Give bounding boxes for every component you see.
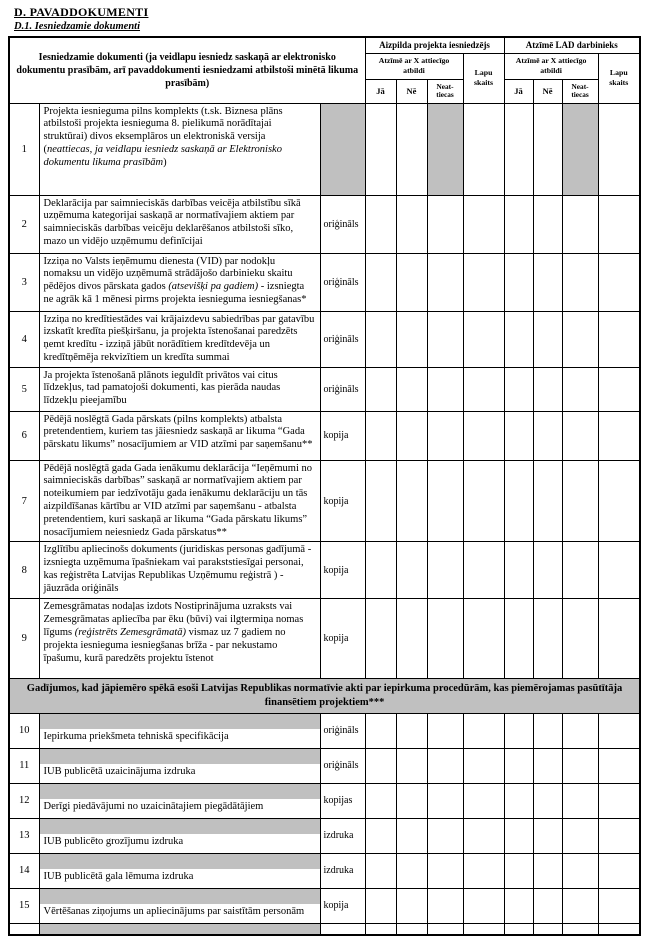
lad-yes-cell[interactable]: [504, 311, 533, 367]
document-row-12: [9, 783, 640, 818]
document-row-1: [9, 103, 640, 195]
document-description: [39, 888, 320, 923]
document-row-13: [9, 818, 640, 853]
applicant-yes-cell[interactable]: [365, 818, 396, 853]
applicant-pages-cell[interactable]: [463, 460, 504, 542]
document-row-4: [9, 311, 640, 367]
applicant-na-header: [427, 79, 463, 103]
na-header-line2: tiecas: [436, 90, 454, 99]
lad-yes-cell[interactable]: [504, 411, 533, 460]
page-subtitle: D.1. Iesniedzamie dokumenti: [14, 21, 141, 32]
document-type-label: izdruka: [320, 818, 365, 853]
description-text: IUB publicēto grozījumu izdruka: [43, 835, 184, 847]
document-description: [39, 195, 320, 253]
document-row-5: [9, 367, 640, 411]
applicant-no-cell[interactable]: [396, 367, 427, 411]
lad-pages-header: [598, 53, 640, 103]
row-number: 14: [9, 853, 39, 888]
lad-na-cell[interactable]: [562, 853, 598, 888]
applicant-yes-cell[interactable]: [365, 748, 396, 783]
pages-header-line1: Lapu: [474, 68, 493, 78]
spacer-strip: [40, 889, 320, 904]
applicant-na-cell[interactable]: [427, 783, 463, 818]
lad-no-cell[interactable]: [533, 542, 562, 599]
lad-na-cell[interactable]: [562, 103, 598, 195]
applicant-no-cell[interactable]: [396, 195, 427, 253]
document-description: [39, 853, 320, 888]
row-number: 8: [9, 542, 39, 599]
row-number: 1: [9, 103, 39, 195]
lad-no-cell[interactable]: [533, 599, 562, 679]
row-number: 2: [9, 195, 39, 253]
document-type-label: [320, 103, 365, 195]
lad-na-cell[interactable]: [562, 748, 598, 783]
description-segment: Izziņa no Valsts ieņēmumu dienesta (VID) par nodokļu nomaksu un vidējo uzņēmumā strādājošo darbinieku skaitu pēdējos divos pārskata gados: [43, 255, 293, 293]
lad-pages-cell[interactable]: [598, 103, 640, 195]
lad-yes-cell[interactable]: [504, 599, 533, 679]
row-number: 13: [9, 818, 39, 853]
row-number: 9: [9, 599, 39, 679]
document-row-15: [9, 888, 640, 923]
row-number: 12: [9, 783, 39, 818]
lad-yes-cell[interactable]: [504, 713, 533, 748]
applicant-no-cell[interactable]: [396, 713, 427, 748]
document-row-11: [9, 748, 640, 783]
description-segment: Pēdējā noslēgtā Gada pārskats (pilns komplekts) atbalsta pretendentiem, kuriem tas jāiesniedz saskaņā ar likuma “Gada pārskatu likums” nosacījumiem ar VID atzīmi par saņemšanu**: [43, 413, 313, 451]
header-row-groups: [9, 37, 640, 53]
applicant-no-cell[interactable]: [396, 783, 427, 818]
documents-table: [8, 36, 641, 936]
applicant-pages-cell[interactable]: [463, 367, 504, 411]
lad-na-cell[interactable]: [562, 542, 598, 599]
applicant-pages-cell[interactable]: [463, 923, 504, 935]
applicant-na-cell[interactable]: [427, 103, 463, 195]
lad-pages-cell[interactable]: [598, 748, 640, 783]
pages-header-line2: skaits: [473, 78, 494, 87]
row-number: 4: [9, 311, 39, 367]
lad-pages-cell[interactable]: [598, 713, 640, 748]
lad-no-cell[interactable]: [533, 195, 562, 253]
lad-pages-cell[interactable]: [598, 599, 640, 679]
applicant-pages-cell[interactable]: [463, 748, 504, 783]
lad-no-cell[interactable]: [533, 853, 562, 888]
lad-pages-cell[interactable]: [598, 888, 640, 923]
applicant-na-cell[interactable]: [427, 713, 463, 748]
lad-na-cell[interactable]: [562, 783, 598, 818]
document-type-label: oriģināls: [320, 367, 365, 411]
lad-yes-cell[interactable]: [504, 923, 533, 935]
document-description: [39, 783, 320, 818]
document-type-label: oriģināls: [320, 311, 365, 367]
applicant-pages-cell[interactable]: [463, 713, 504, 748]
trailing-spacer-row: [9, 923, 640, 935]
description-italic-segment: (reģistrēts Zemesgrāmatā): [74, 627, 187, 639]
lad-yes-cell[interactable]: [504, 818, 533, 853]
applicant-yes-cell[interactable]: [365, 411, 396, 460]
lad-pages-cell[interactable]: [598, 253, 640, 311]
applicant-pages-cell[interactable]: [463, 542, 504, 599]
row-number: 15: [9, 888, 39, 923]
description-text: IUB publicētā uzaicinājuma izdruka: [43, 765, 196, 777]
lad-no-header: Nē: [533, 79, 562, 103]
row-number: 3: [9, 253, 39, 311]
applicant-na-cell[interactable]: [427, 411, 463, 460]
lad-pages-cell[interactable]: [598, 311, 640, 367]
document-type-label: [320, 923, 365, 935]
applicant-no-cell[interactable]: [396, 103, 427, 195]
lad-na-cell[interactable]: [562, 818, 598, 853]
document-description: [39, 367, 320, 411]
lad-na-cell[interactable]: [562, 460, 598, 542]
na-header-line2: tiecas: [571, 90, 589, 99]
applicant-no-cell[interactable]: [396, 853, 427, 888]
lad-mark-x-header: Atzīmē ar X attiecīgo atbildi: [504, 53, 598, 79]
spacer-strip: [40, 819, 320, 834]
spacer-strip: [39, 923, 320, 935]
document-row-7: [9, 460, 640, 542]
description-segment: Izglītību apliecinošs dokuments (juridiskas personas gadījumā - izsniegta uzņēmuma īpašniekam vai parakststiesīgai personai, kas reģistrēta Latvijas Republikas Uzņēmumu reģistrā ) - jāuzrāda oriģināls: [43, 544, 312, 594]
row-number: 10: [9, 713, 39, 748]
document-description: [39, 748, 320, 783]
row-number: 6: [9, 411, 39, 460]
applicant-yes-cell[interactable]: [365, 311, 396, 367]
applicant-pages-cell[interactable]: [463, 783, 504, 818]
description-segment: vismaz uz 7 gadiem no projekta iesnieguma iesniegšanas brīža - par nekustamo īpašumu, kurā paredzēts projektu īstenot: [43, 627, 286, 664]
applicant-mark-x-header: Atzīmē ar X attiecīgo atbildi: [365, 53, 463, 79]
applicant-yes-cell[interactable]: [365, 103, 396, 195]
description-segment: Deklarācija par saimnieciskās darbības veicēja atbilstību sīkā uzņēmuma kategorijai saskaņā ar normatīvajiem aktiem par saimnieciskās darbības veicēju deklarēšanos atbilstoši sīko, mazo un vidējo uzņēmumu definīcijai: [43, 197, 301, 247]
document-type-label: kopija: [320, 460, 365, 542]
lad-yes-cell[interactable]: [504, 542, 533, 599]
lad-na-cell[interactable]: [562, 195, 598, 253]
document-type-label: kopija: [320, 542, 365, 599]
document-row-10: [9, 713, 640, 748]
spacer-strip: [40, 749, 320, 764]
applicant-na-cell[interactable]: [427, 367, 463, 411]
applicant-na-cell[interactable]: [427, 748, 463, 783]
description-segment: Izziņa no kredītiestādes vai krājaizdevu sabiedrības par gatavību izskatīt kredīta piešķiršanu, ja projekta īstenošanai paredzēts ņemt kredītu - izziņā jābūt norādītiem kredītdevēja un kredītņēmēja rekvizītiem un kredīta summai: [43, 313, 315, 363]
row-number: 5: [9, 367, 39, 411]
lad-na-cell[interactable]: [562, 253, 598, 311]
lad-pages-cell[interactable]: [598, 783, 640, 818]
document-row-2: [9, 195, 640, 253]
applicant-yes-cell[interactable]: [365, 713, 396, 748]
lad-yes-cell[interactable]: [504, 367, 533, 411]
document-row-8: [9, 542, 640, 599]
document-description: [39, 818, 320, 853]
applicant-pages-cell[interactable]: [463, 818, 504, 853]
lad-pages-cell[interactable]: [598, 195, 640, 253]
applicant-yes-cell[interactable]: [365, 253, 396, 311]
applicant-na-cell[interactable]: [427, 818, 463, 853]
lad-yes-cell[interactable]: [504, 888, 533, 923]
document-description: [39, 311, 320, 367]
applicant-yes-cell[interactable]: [365, 460, 396, 542]
document-row-6: [9, 411, 640, 460]
description-text: IUB publicētā gala lēmuma izdruka: [43, 870, 194, 882]
na-header-line1: Neat-: [436, 81, 454, 91]
applicant-pages-cell[interactable]: [463, 253, 504, 311]
pages-header-line2: skaits: [609, 78, 629, 87]
applicant-yes-cell[interactable]: [365, 195, 396, 253]
description-text: Iepirkuma priekšmeta tehniskā specifikācija: [43, 730, 229, 742]
lad-pages-cell[interactable]: [598, 460, 640, 542]
applicant-pages-cell[interactable]: [463, 195, 504, 253]
applicant-no-cell[interactable]: [396, 818, 427, 853]
description-text: Vērtēšanas ziņojums un apliecinājums par saistītām personām: [43, 905, 305, 917]
document-description: [39, 460, 320, 542]
row-number-empty: [9, 923, 39, 935]
applicant-no-cell[interactable]: [396, 888, 427, 923]
lad-yes-cell[interactable]: [504, 748, 533, 783]
applicant-pages-cell[interactable]: [463, 853, 504, 888]
document-type-label: oriģināls: [320, 748, 365, 783]
documents-column-header: Iesniedzamie dokumenti (ja veidlapu iesniedz saskaņā ar elektronisko dokumentu prasībām, arī pavaddokumenti iesniedzami atbilstoši minētā likuma prasībām): [9, 37, 365, 103]
description-segment: Zemesgrāmatas nodaļas izdots Nostiprinājuma uzraksts vai Zemesgrāmatas apliecība par ēku (būvi) vai ilgtermiņa nomas līgums: [43, 601, 304, 639]
lad-no-cell[interactable]: [533, 923, 562, 935]
lad-yes-cell[interactable]: [504, 253, 533, 311]
applicant-na-cell[interactable]: [427, 195, 463, 253]
lad-no-cell[interactable]: [533, 783, 562, 818]
applicant-no-header: Nē: [396, 79, 427, 103]
applicant-pages-cell[interactable]: [463, 599, 504, 679]
applicant-yes-cell[interactable]: [365, 853, 396, 888]
applicant-yes-cell[interactable]: [365, 367, 396, 411]
lad-yes-cell[interactable]: [504, 783, 533, 818]
document-description: [39, 103, 320, 195]
applicant-na-cell[interactable]: [427, 311, 463, 367]
lad-yes-cell[interactable]: [504, 460, 533, 542]
document-type-label: kopijas: [320, 783, 365, 818]
row-number: 7: [9, 460, 39, 542]
applicant-pages-cell[interactable]: [463, 888, 504, 923]
lad-na-cell[interactable]: [562, 923, 598, 935]
description-segment: - izsniegta ne agrāk kā 1 mēnesi pirms projekta iesnieguma iesniegšanas*: [43, 281, 307, 305]
applicant-yes-header: Jā: [365, 79, 396, 103]
document-type-label: kopija: [320, 599, 365, 679]
document-row-9: [9, 599, 640, 679]
applicant-na-cell[interactable]: [427, 853, 463, 888]
applicant-yes-cell[interactable]: [365, 783, 396, 818]
applicant-yes-cell[interactable]: [365, 599, 396, 679]
applicant-na-cell[interactable]: [427, 923, 463, 935]
applicant-no-cell[interactable]: [396, 599, 427, 679]
lad-pages-cell[interactable]: [598, 411, 640, 460]
lad-na-cell[interactable]: [562, 599, 598, 679]
applicant-no-cell[interactable]: [396, 542, 427, 599]
applicant-pages-cell[interactable]: [463, 411, 504, 460]
document-type-label: izdruka: [320, 853, 365, 888]
lad-yes-cell[interactable]: [504, 195, 533, 253]
applicant-pages-cell[interactable]: [463, 311, 504, 367]
lad-pages-cell[interactable]: [598, 923, 640, 935]
applicant-na-cell[interactable]: [427, 888, 463, 923]
applicant-no-cell[interactable]: [396, 748, 427, 783]
document-description: [39, 713, 320, 748]
lad-no-cell[interactable]: [533, 818, 562, 853]
applicant-yes-cell[interactable]: [365, 888, 396, 923]
applicant-pages-cell[interactable]: [463, 103, 504, 195]
spacer-strip: [40, 714, 320, 729]
pages-header-line1: Lapu: [609, 68, 628, 78]
applicant-group-header: Aizpilda projekta iesniedzējs: [365, 37, 504, 53]
document-type-label: oriģināls: [320, 195, 365, 253]
document-type-label: kopija: [320, 411, 365, 460]
lad-no-cell[interactable]: [533, 311, 562, 367]
document-type-label: kopija: [320, 888, 365, 923]
lad-yes-cell[interactable]: [504, 853, 533, 888]
applicant-no-cell[interactable]: [396, 460, 427, 542]
lad-group-header: Atzīmē LAD darbinieks: [504, 37, 640, 53]
lad-no-cell[interactable]: [533, 713, 562, 748]
description-italic-segment: (atsevišķi pa gadiem): [168, 281, 259, 293]
lad-na-cell[interactable]: [562, 713, 598, 748]
lad-no-cell[interactable]: [533, 748, 562, 783]
row-number: 11: [9, 748, 39, 783]
description-text: Derīgi piedāvājumi no uzaicinātajiem piegādātājiem: [43, 800, 264, 812]
applicant-yes-cell[interactable]: [365, 542, 396, 599]
procurement-section-header: Gadījumos, kad jāpiemēro spēkā esoši Latvijas Republikas normatīvie akti par iepirkuma procedūrām, kas piemērojamas pasūtītāja finansētiem projektiem***: [9, 679, 640, 713]
applicant-no-cell[interactable]: [396, 923, 427, 935]
applicant-na-cell[interactable]: [427, 460, 463, 542]
lad-no-cell[interactable]: [533, 460, 562, 542]
document-description: [39, 253, 320, 311]
document-description: [39, 542, 320, 599]
lad-pages-cell[interactable]: [598, 853, 640, 888]
spacer-strip: [40, 784, 320, 799]
na-header-line1: Neat-: [571, 81, 589, 91]
lad-no-cell[interactable]: [533, 103, 562, 195]
lad-yes-header: Jā: [504, 79, 533, 103]
lad-no-cell[interactable]: [533, 253, 562, 311]
procurement-section-row: [9, 679, 640, 713]
description-segment: Projekta iesnieguma pilns komplekts (t.sk. Biznesa plāns atbilstoši projekta iesnieguma 8. pielikumā norādītajai struktūrai) divos eksemplāros un elektroniskā versija (: [43, 105, 283, 155]
applicant-no-cell[interactable]: [396, 253, 427, 311]
lad-no-cell[interactable]: [533, 411, 562, 460]
page-title: D. PAVADDOKUMENTI: [14, 5, 149, 19]
lad-na-cell[interactable]: [562, 888, 598, 923]
lad-no-cell[interactable]: [533, 888, 562, 923]
lad-pages-cell[interactable]: [598, 542, 640, 599]
document-row-3: [9, 253, 640, 311]
lad-yes-cell[interactable]: [504, 103, 533, 195]
applicant-na-cell[interactable]: [427, 253, 463, 311]
document-description: [39, 599, 320, 679]
lad-na-cell[interactable]: [562, 411, 598, 460]
spacer-strip: [40, 854, 320, 869]
lad-no-cell[interactable]: [533, 367, 562, 411]
applicant-pages-header: [463, 53, 504, 103]
lad-pages-cell[interactable]: [598, 818, 640, 853]
description-segment: Pēdējā noslēgtā gada Gada ienākumu deklarācija “Ieņēmumi no saimnieciskās darbības” saskaņā ar normatīvajiem aktiem par noteikumiem par iedzīvotāju gada ienākumu deklarāciju un tās aizpildīšanas kārtību ar VID atzīmi par saņemšanu - atbalsta pretendentiem, kuri saskaņā ar likuma “Gada pārskatu likums” nosacījumiem neiesniedz Gada pārskatus**: [43, 462, 313, 538]
applicant-yes-cell[interactable]: [365, 923, 396, 935]
description-segment: ): [163, 156, 167, 168]
document-description: [39, 411, 320, 460]
description-segment: Ja projekta īstenošanā plānots ieguldīt privātos vai citus līdzekļus, tad pamatojoši dokumenti, kas pierāda naudas līdzekļu pieejamību: [43, 369, 281, 407]
applicant-no-cell[interactable]: [396, 411, 427, 460]
lad-na-cell[interactable]: [562, 311, 598, 367]
applicant-na-cell[interactable]: [427, 599, 463, 679]
lad-na-cell[interactable]: [562, 367, 598, 411]
document-type-label: oriģināls: [320, 713, 365, 748]
applicant-na-cell[interactable]: [427, 542, 463, 599]
lad-na-header: [562, 79, 598, 103]
description-italic-segment: neattiecas, ja veidlapu iesniedz saskaņā ar Elektronisko dokumentu likuma prasībām: [43, 143, 282, 168]
document-row-14: [9, 853, 640, 888]
document-type-label: oriģināls: [320, 253, 365, 311]
applicant-no-cell[interactable]: [396, 311, 427, 367]
lad-pages-cell[interactable]: [598, 367, 640, 411]
